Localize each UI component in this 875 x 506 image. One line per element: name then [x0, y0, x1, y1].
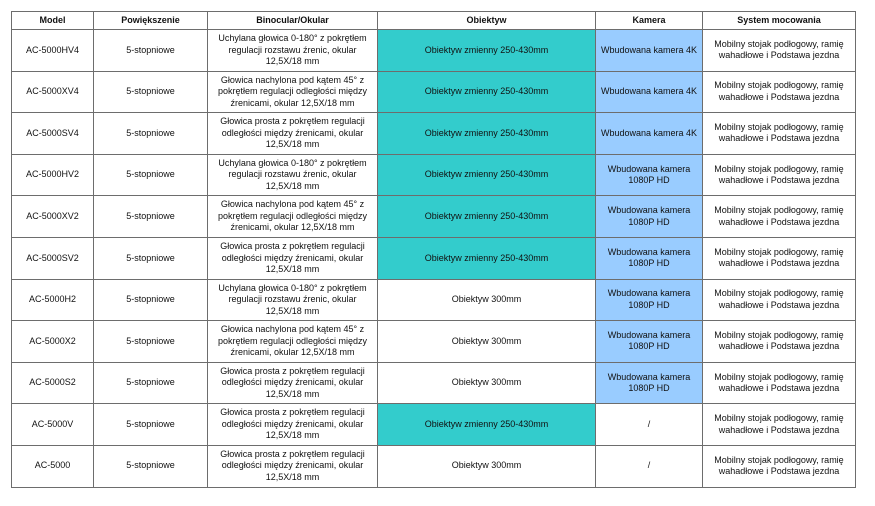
cell-camera: Wbudowana kamera 1080P HD — [596, 279, 703, 321]
cell-binocular: Uchylana głowica 0-180° z pokrętłem regulacji rozstawu źrenic, okular 12,5X/18 mm — [208, 279, 378, 321]
cell-model: AC-5000X2 — [12, 321, 94, 363]
table-row — [12, 404, 856, 446]
cell-model: AC-5000HV2 — [12, 154, 94, 196]
cell-binocular: Głowica nachylona pod kątem 45° z pokrętłem regulacji odległości między źrenicami, okular 12,5X/18 mm — [208, 321, 378, 363]
cell-camera: Wbudowana kamera 4K — [596, 71, 703, 113]
cell-camera: Wbudowana kamera 4K — [596, 30, 703, 72]
header-binocular: Binocular/Okular — [208, 12, 378, 30]
cell-model: AC-5000 — [12, 445, 94, 487]
cell-magnification: 5-stopniowe — [94, 279, 208, 321]
cell-mounting: Mobilny stojak podłogowy, ramię wahadłowe i Podstawa jezdna — [703, 30, 856, 72]
cell-model: AC-5000HV4 — [12, 30, 94, 72]
cell-camera: Wbudowana kamera 1080P HD — [596, 196, 703, 238]
cell-magnification: 5-stopniowe — [94, 113, 208, 155]
cell-magnification: 5-stopniowe — [94, 154, 208, 196]
cell-model: AC-5000H2 — [12, 279, 94, 321]
cell-model: AC-5000V — [12, 404, 94, 446]
cell-objective: Obiektyw zmienny 250-430mm — [378, 71, 596, 113]
cell-mounting: Mobilny stojak podłogowy, ramię wahadłowe i Podstawa jezdna — [703, 445, 856, 487]
cell-objective: Obiektyw zmienny 250-430mm — [378, 404, 596, 446]
cell-mounting: Mobilny stojak podłogowy, ramię wahadłowe i Podstawa jezdna — [703, 362, 856, 404]
cell-mounting: Mobilny stojak podłogowy, ramię wahadłowe i Podstawa jezdna — [703, 237, 856, 279]
cell-magnification: 5-stopniowe — [94, 71, 208, 113]
cell-camera: Wbudowana kamera 4K — [596, 113, 703, 155]
table-body — [12, 30, 856, 488]
cell-binocular: Głowica nachylona pod kątem 45° z pokrętłem regulacji odległości między źrenicami, okular 12,5X/18 mm — [208, 71, 378, 113]
cell-mounting: Mobilny stojak podłogowy, ramię wahadłowe i Podstawa jezdna — [703, 71, 856, 113]
cell-magnification: 5-stopniowe — [94, 362, 208, 404]
cell-mounting: Mobilny stojak podłogowy, ramię wahadłowe i Podstawa jezdna — [703, 113, 856, 155]
table-row — [12, 154, 856, 196]
cell-binocular: Głowica prosta z pokrętłem regulacji odległości między źrenicami, okular 12,5X/18 mm — [208, 113, 378, 155]
cell-objective: Obiektyw zmienny 250-430mm — [378, 30, 596, 72]
cell-binocular: Głowica prosta z pokrętłem regulacji odległości między źrenicami, okular 12,5X/18 mm — [208, 445, 378, 487]
table-row — [12, 279, 856, 321]
cell-binocular: Głowica prosta z pokrętłem regulacji odległości między źrenicami, okular 12,5X/18 mm — [208, 362, 378, 404]
cell-objective: Obiektyw 300mm — [378, 279, 596, 321]
cell-camera: Wbudowana kamera 1080P HD — [596, 321, 703, 363]
cell-camera: Wbudowana kamera 1080P HD — [596, 362, 703, 404]
cell-objective: Obiektyw 300mm — [378, 321, 596, 363]
table-row — [12, 196, 856, 238]
table-row — [12, 71, 856, 113]
header-model: Model — [12, 12, 94, 30]
header-objective: Obiektyw — [378, 12, 596, 30]
cell-magnification: 5-stopniowe — [94, 404, 208, 446]
table-row — [12, 321, 856, 363]
cell-model: AC-5000XV2 — [12, 196, 94, 238]
cell-mounting: Mobilny stojak podłogowy, ramię wahadłowe i Podstawa jezdna — [703, 279, 856, 321]
cell-model: AC-5000XV4 — [12, 71, 94, 113]
cell-objective: Obiektyw 300mm — [378, 445, 596, 487]
header-row — [12, 12, 856, 30]
cell-camera: / — [596, 445, 703, 487]
cell-objective: Obiektyw zmienny 250-430mm — [378, 196, 596, 238]
spec-table — [11, 11, 856, 488]
cell-magnification: 5-stopniowe — [94, 237, 208, 279]
header-magnification: Powiększenie — [94, 12, 208, 30]
cell-objective: Obiektyw zmienny 250-430mm — [378, 113, 596, 155]
table-row — [12, 30, 856, 72]
cell-mounting: Mobilny stojak podłogowy, ramię wahadłowe i Podstawa jezdna — [703, 196, 856, 238]
cell-binocular: Głowica prosta z pokrętłem regulacji odległości między źrenicami, okular 12,5X/18 mm — [208, 404, 378, 446]
cell-camera: Wbudowana kamera 1080P HD — [596, 237, 703, 279]
cell-mounting: Mobilny stojak podłogowy, ramię wahadłowe i Podstawa jezdna — [703, 321, 856, 363]
table-row — [12, 237, 856, 279]
cell-binocular: Uchylana głowica 0-180° z pokrętłem regulacji rozstawu źrenic, okular 12,5X/18 mm — [208, 154, 378, 196]
cell-objective: Obiektyw zmienny 250-430mm — [378, 154, 596, 196]
table-row — [12, 445, 856, 487]
cell-model: AC-5000S2 — [12, 362, 94, 404]
header-camera: Kamera — [596, 12, 703, 30]
cell-camera: Wbudowana kamera 1080P HD — [596, 154, 703, 196]
cell-binocular: Głowica nachylona pod kątem 45° z pokrętłem regulacji odległości między źrenicami, okular 12,5X/18 mm — [208, 196, 378, 238]
table-row — [12, 113, 856, 155]
cell-mounting: Mobilny stojak podłogowy, ramię wahadłowe i Podstawa jezdna — [703, 404, 856, 446]
cell-magnification: 5-stopniowe — [94, 30, 208, 72]
cell-objective: Obiektyw zmienny 250-430mm — [378, 237, 596, 279]
cell-mounting: Mobilny stojak podłogowy, ramię wahadłowe i Podstawa jezdna — [703, 154, 856, 196]
header-mounting: System mocowania — [703, 12, 856, 30]
cell-model: AC-5000SV4 — [12, 113, 94, 155]
cell-binocular: Uchylana głowica 0-180° z pokrętłem regulacji rozstawu źrenic, okular 12,5X/18 mm — [208, 30, 378, 72]
cell-model: AC-5000SV2 — [12, 237, 94, 279]
cell-objective: Obiektyw 300mm — [378, 362, 596, 404]
table-row — [12, 362, 856, 404]
cell-magnification: 5-stopniowe — [94, 445, 208, 487]
cell-magnification: 5-stopniowe — [94, 321, 208, 363]
cell-binocular: Głowica prosta z pokrętłem regulacji odległości między źrenicami, okular 12,5X/18 mm — [208, 237, 378, 279]
cell-magnification: 5-stopniowe — [94, 196, 208, 238]
cell-camera: / — [596, 404, 703, 446]
